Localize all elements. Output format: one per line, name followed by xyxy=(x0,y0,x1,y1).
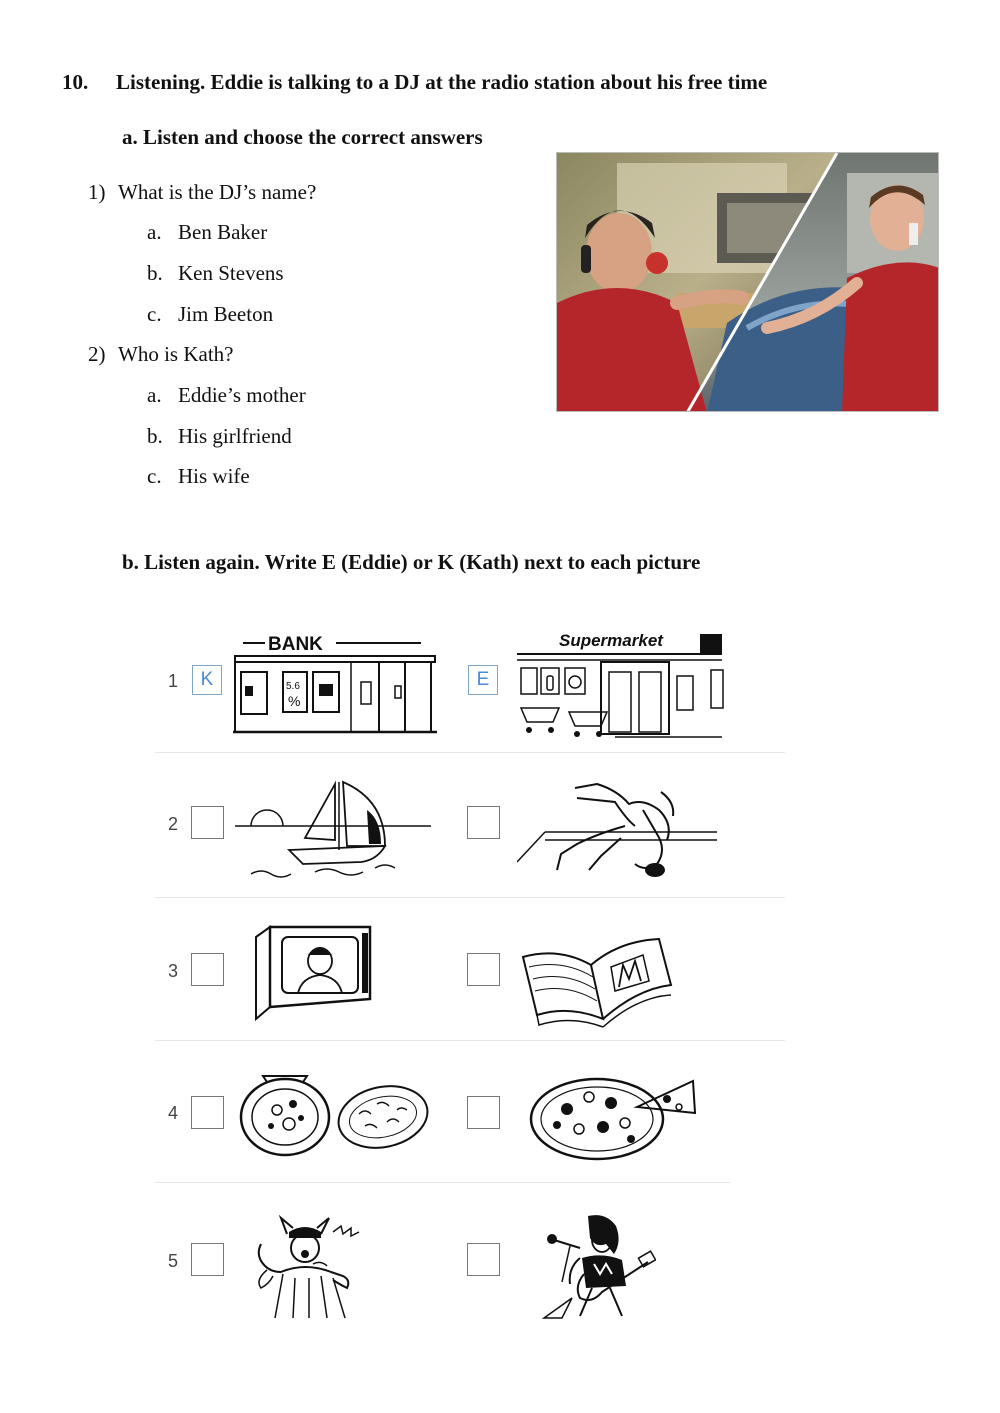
question-number: 1) xyxy=(88,180,106,204)
option-text: Jim Beeton xyxy=(178,302,274,326)
answer-box-5-right[interactable] xyxy=(467,1243,500,1276)
row-separator xyxy=(155,1182,730,1183)
answer-box-5-left[interactable] xyxy=(191,1243,224,1276)
part-b-heading: b. Listen again. Write E (Eddie) or K (Kath) next to each picture xyxy=(122,550,701,574)
option-text: Eddie’s mother xyxy=(178,383,306,407)
option-text: Ken Stevens xyxy=(178,261,284,285)
option-letter: b. xyxy=(147,424,163,448)
row-number: 5 xyxy=(168,1251,179,1271)
part-a-heading: a. Listen and choose the correct answers xyxy=(122,125,483,149)
judo-icon xyxy=(517,780,720,880)
supermarket-sign: Supermarket xyxy=(559,631,663,650)
option-2c[interactable] xyxy=(147,464,250,489)
curry-rice-icon xyxy=(237,1074,431,1160)
option-text: His girlfriend xyxy=(178,424,292,448)
answer-box-3-right[interactable] xyxy=(467,953,500,986)
question-text: What is the DJ’s name? xyxy=(118,180,317,204)
opera-singer-icon xyxy=(247,1214,365,1320)
answer-box-4-right[interactable] xyxy=(467,1096,500,1129)
task-title xyxy=(62,70,767,95)
option-text: Ben Baker xyxy=(178,220,268,244)
row-number: 1 xyxy=(168,671,179,691)
television-icon xyxy=(252,923,374,1023)
pizza-icon xyxy=(529,1073,699,1161)
rock-guitarist-icon xyxy=(540,1212,656,1320)
photo-illustration xyxy=(557,153,939,412)
answer-box-1-left[interactable]: K xyxy=(192,665,222,695)
question-text: Who is Kath? xyxy=(118,342,234,366)
option-letter: a. xyxy=(147,220,162,244)
option-text: His wife xyxy=(178,464,250,488)
option-1b[interactable] xyxy=(147,261,284,286)
option-2a[interactable] xyxy=(147,383,306,408)
row-separator xyxy=(155,752,785,753)
question-1 xyxy=(88,180,316,205)
task-number: 10. xyxy=(62,70,89,94)
answer-box-2-right[interactable] xyxy=(467,806,500,839)
option-2b[interactable] xyxy=(147,424,292,449)
option-1c[interactable] xyxy=(147,302,273,327)
option-letter: c. xyxy=(147,302,162,326)
bank-icon xyxy=(233,628,438,736)
answer-box-4-left[interactable] xyxy=(191,1096,224,1129)
option-1a[interactable] xyxy=(147,220,267,245)
option-letter: c. xyxy=(147,464,162,488)
option-letter: a. xyxy=(147,383,162,407)
row-number: 2 xyxy=(168,814,179,834)
book-icon xyxy=(519,921,674,1029)
question-number: 2) xyxy=(88,342,106,366)
row-number: 4 xyxy=(168,1103,179,1123)
rate-text: 5.6 xyxy=(286,681,300,692)
row-separator xyxy=(155,1040,785,1041)
row-number: 3 xyxy=(168,961,179,981)
sailing-icon xyxy=(235,780,435,882)
answer-box-2-left[interactable] xyxy=(191,806,224,839)
radio-station-photo xyxy=(556,152,939,412)
task-title-text: Listening. Eddie is talking to a DJ at the radio station about his free time xyxy=(116,70,768,94)
option-letter: b. xyxy=(147,261,163,285)
bank-sign: BANK xyxy=(268,634,323,655)
answer-box-1-right[interactable]: E xyxy=(468,665,498,695)
question-2 xyxy=(88,342,233,367)
supermarket-icon xyxy=(515,626,725,740)
row-separator xyxy=(155,897,785,898)
percent-sign: % xyxy=(288,693,301,709)
answer-box-3-left[interactable] xyxy=(191,953,224,986)
